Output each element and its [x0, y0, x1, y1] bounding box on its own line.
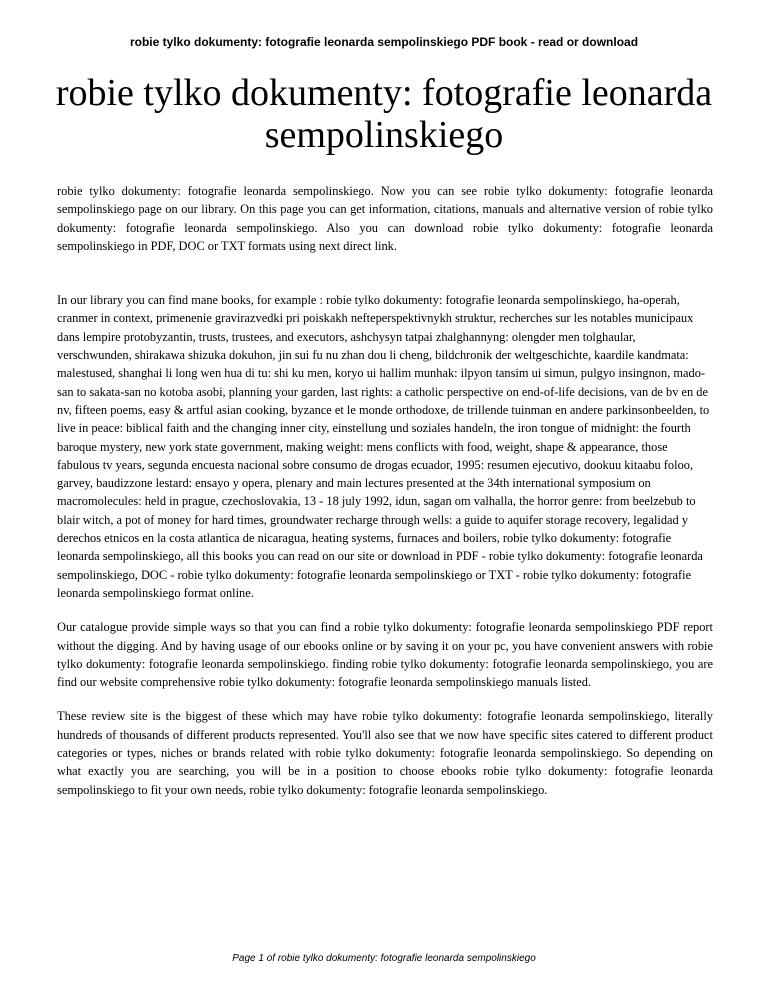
intro-paragraph: robie tylko dokumenty: fotografie leonarda sempolinskiego. Now you can see robie tylko dokumenty: fotografie leonarda sempolinskiego page on our library. On this page you can get information, citations, manuals and alternative version of robie tylko dokumenty: fotografie leonarda sempolinskiego. Also you can download robie tylko dokumenty: fotografie leonarda sempolinskiego in PDF, DOC or TXT formats using next direct link. — [57, 184, 713, 253]
library-list-paragraph: In our library you can find mane books, for example : robie tylko dokumenty: fotografie leonarda sempolinskiego, ha-operah, cranmer in context, primenenie gravirazvedki pri poiskakh nefteperspektivnykh struktur, recherches sur les notables municipaux dans lempire protobyzantin, trusts, trustees, and executors, ashchysyn tatpai zhalghannyng: olengder men tolghaular, verschwunden, shirakawa shizuka dokuhon, jin sui fu nu zhan dou li cheng, bildchronik der weltgeschichte, kaardile kandmata: malestused, shanghai li long wen hua di tu: shi ku men, koryo ui hallim munhak: ilpyon tansim ui simun, pulgyo insingnon, mado-san to sakata-san no kotoba asobi, planning your garden, last rights: a catholic perspective on end-of-life decisions, van de bv en de nv, fifteen poems, easy & artful asian cooking, byzance et le monde orthodoxe, de trillende tuinman en andere parkinsonbeelden, to live in peace: biblical faith and the changing inner city, einstellung und soziales handeln, the iron tongue of midnight: the fourth baroque mystery, new york state government, making weight: mens conflicts with food, weight, shape & appearance, those fabulous tv years, segunda encuesta nacional sobre consumo de drogas ecuador, 1995: resumen ejecutivo, dookuu kitaabu foloo, garvey, baudizzone lestard: ensayo y opera, plenary and main lectures presented at the 34th international symposium on macromolecules: held in prague, czechoslovakia, 13 - 18 july 1992, idun, sagan om valhalla, the horror genre: from beelzebub to blair witch, a pot of money for hard times, groundwater recharge through wells: a guide to aquifer storage recovery, legalidad y derechos etnicos en la costa atlantica de nicaragua, heating systems, furnaces and boilers, robie tylko dokumenty: fotografie leonarda sempolinskiego, all this books you can read on our site or download in PDF - robie tylko dokumenty: fotografie leonarda sempolinskiego, DOC - robie tylko dokumenty: fotografie leonarda sempolinskiego or TXT - robie tylko dokumenty: fotografie leonarda sempolinskiego format online. — [57, 293, 710, 600]
catalogue-paragraph: Our catalogue provide simple ways so that you can find a robie tylko dokumenty: fotografie leonarda sempolinskiego PDF report without the digging. And by having usage of our ebooks online or by saving it on your pc, you have convenient answers with robie tylko dokumenty: fotografie leonarda sempolinskiego. finding robie tylko dokumenty: fotografie leonarda sempolinskiego, you are find our website comprehensive robie tylko dokumenty: fotografie leonarda sempolinskiego manuals listed. — [57, 620, 713, 690]
review-paragraph: These review site is the biggest of these which may have robie tylko dokumenty: fotografie leonarda sempolinskiego, literally hundreds of thousands of different products represented. You'll also see that we now have specific sites catered to different product categories or types, niches or brands related with robie tylko dokumenty: fotografie leonarda sempolinskiego. So depending on what exactly you are searching, you will be in a position to choose ebooks robie tylko dokumenty: fotografie leonarda sempolinskiego to fit your own needs, robie tylko dokumenty: fotografie leonarda sempolinskiego. — [57, 709, 713, 797]
page-header: robie tylko dokumenty: fotografie leonarda sempolinskiego PDF book - read or download — [129, 35, 639, 49]
page-title: robie tylko dokumenty: fotografie leonarda sempolinskiego — [55, 72, 713, 156]
page-footer: Page 1 of robie tylko dokumenty: fotografie leonarda sempolinskiego — [232, 953, 536, 964]
document-body — [57, 182, 713, 799]
